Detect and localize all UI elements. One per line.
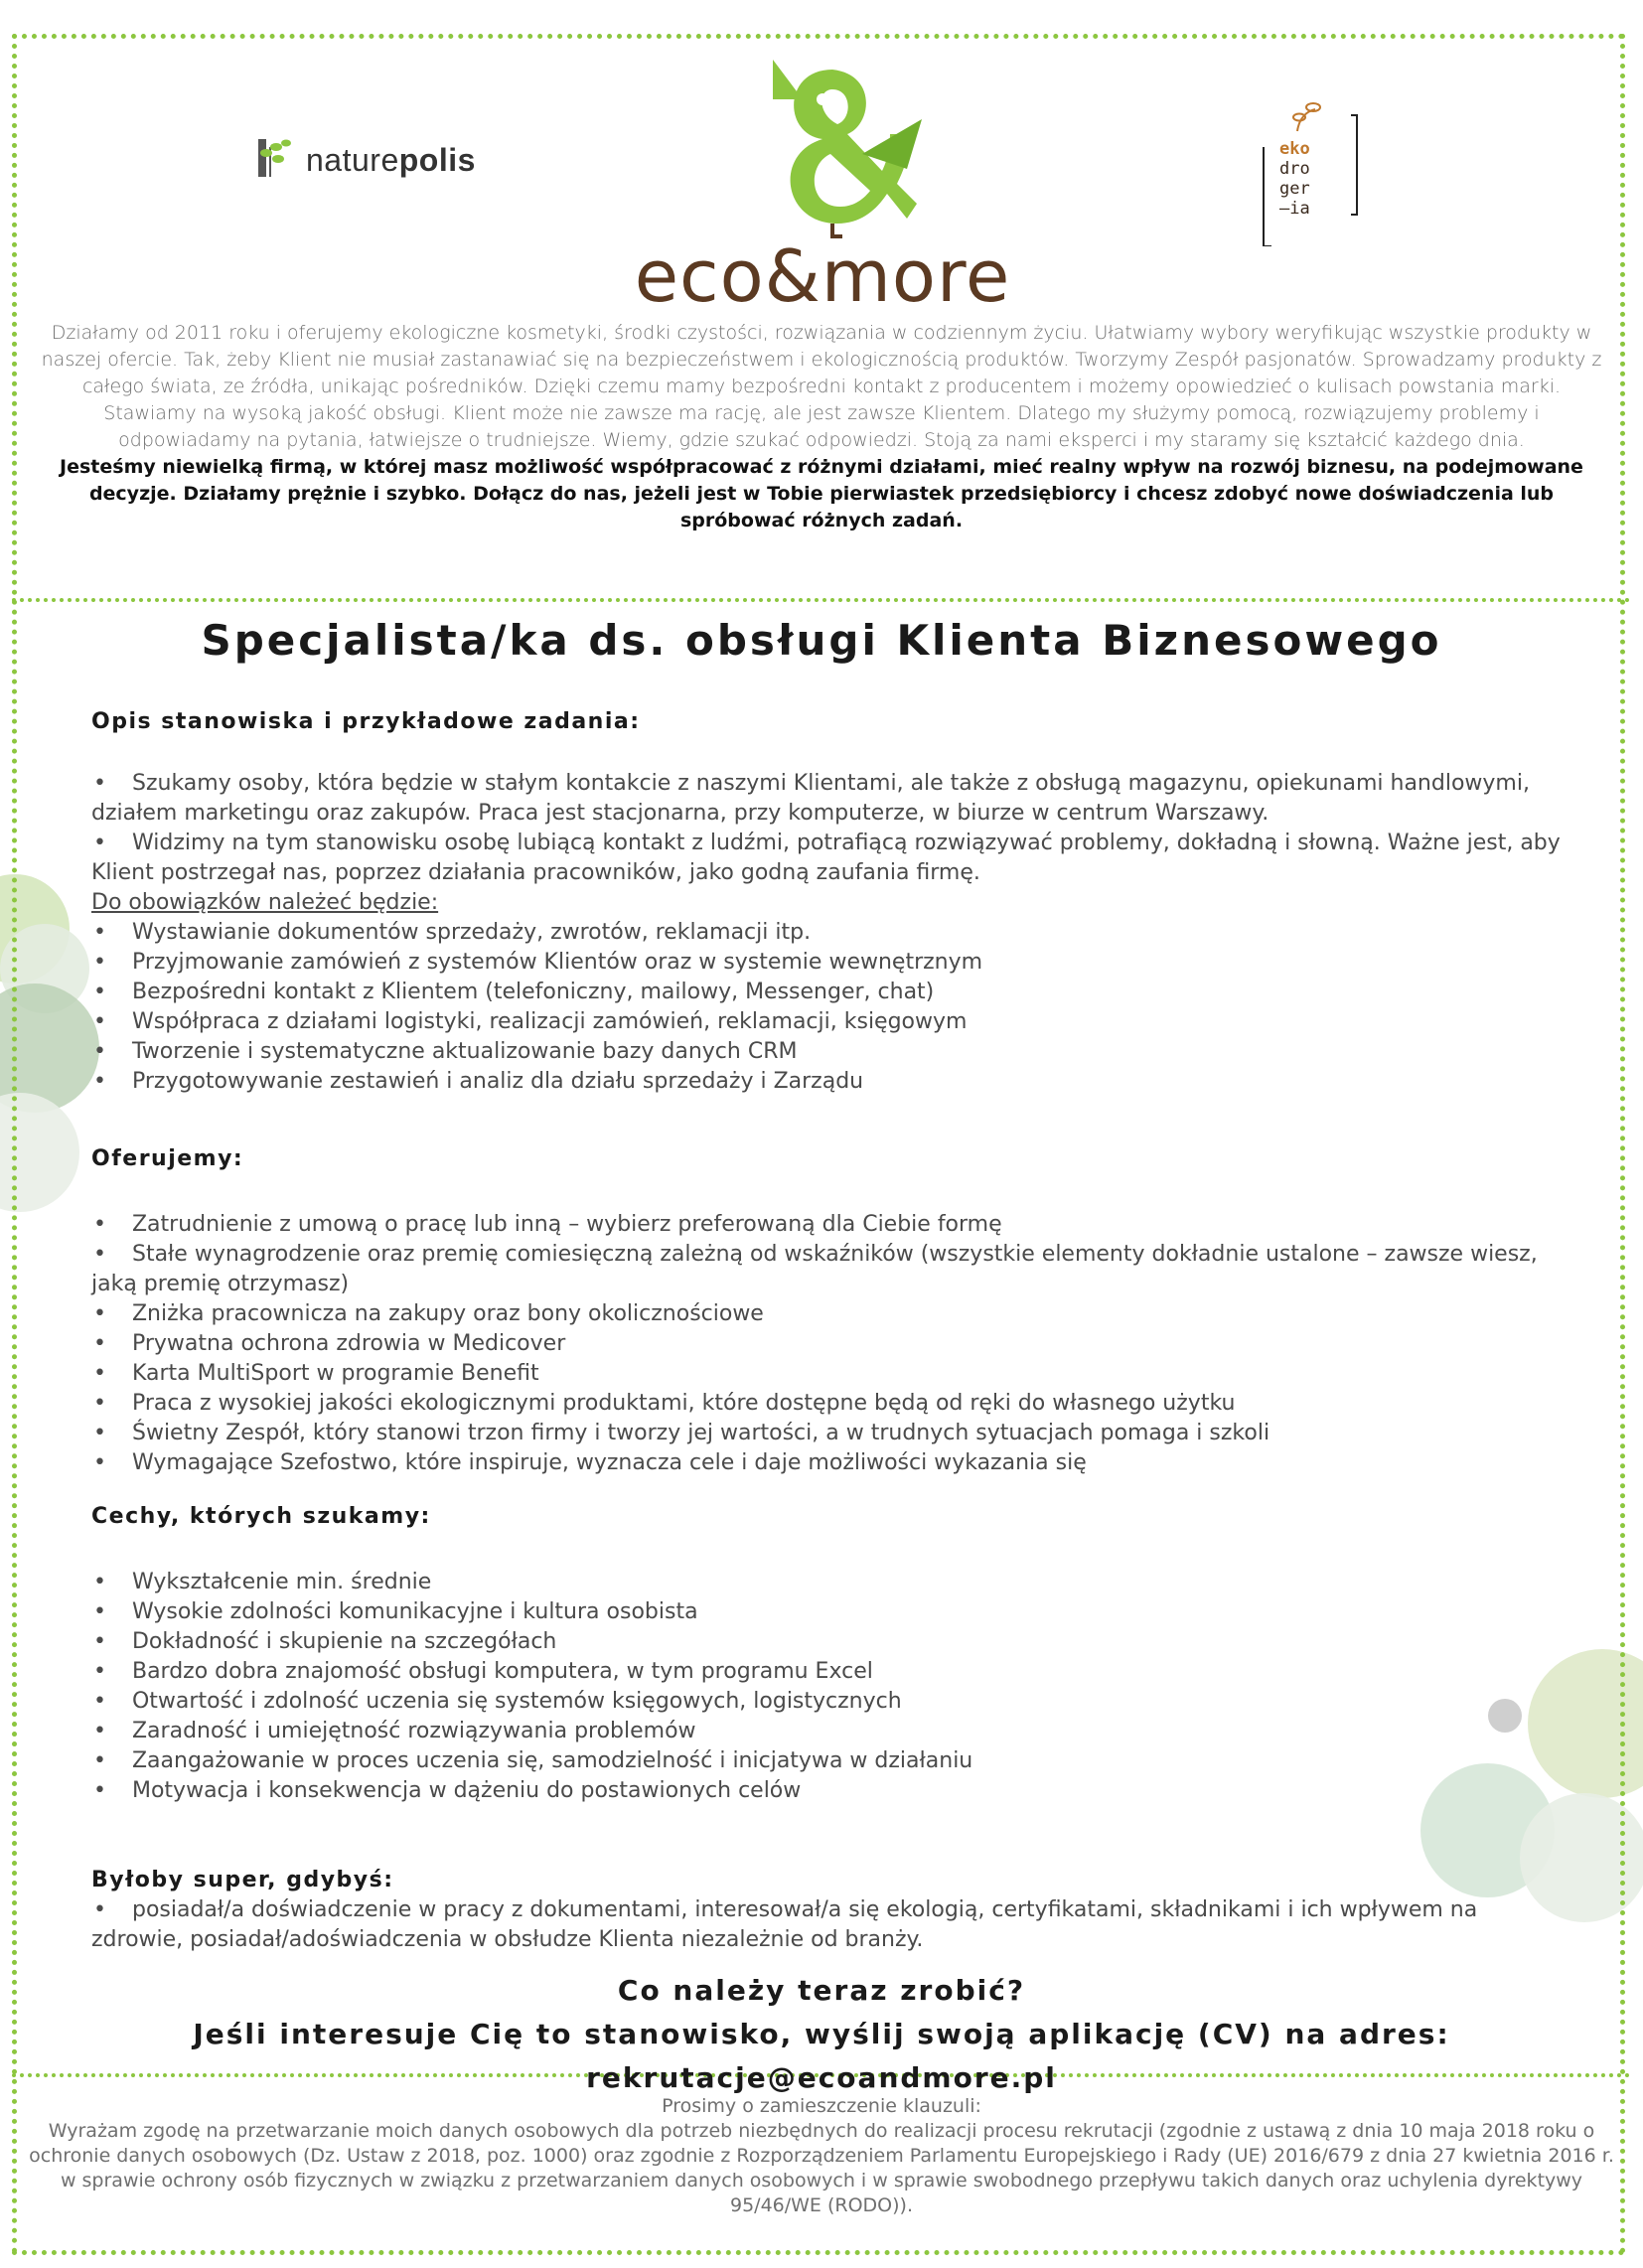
intro-highlight: Jesteśmy niewielką firmą, w której masz możliwość współpracować z różnymi działami, mieć realny wpływ na rozwój biznesu, na podejmowane decyzje. Działamy prężnie i szybko. Dołącz do nas, jeżeli jest w Tobie pierwiastek przedsiębiorcy i chcesz zdobyć nowe doświadczenia lub spróbować różnych zadań. bbox=[60, 456, 1583, 531]
section-heading-traits: Cechy, których szukamy: bbox=[91, 1504, 431, 1529]
list-item: • Zniżka pracownicza na zakupy oraz bony okolicznościowe bbox=[91, 1299, 1571, 1329]
job-content bbox=[91, 707, 1571, 1955]
intro-paragraph: Stawiamy na wysoką jakość obsługi. Klient może nie zawsze ma rację, ale jest zawsze Klientem. Dlatego my służymy pomocą, rozwiązujemy problemy i odpowiadamy na pytania, łatwiejsze o trudniejsze. Wiemy, gdzie szukać odpowiedzi. Stoją za nami eksperci i my staramy się kształcić każdego dnia. bbox=[103, 402, 1540, 451]
section-heading-offer: Oferujemy: bbox=[91, 1146, 244, 1171]
list-item: • Współpraca z działami logistyki, realizacji zamówień, reklamacji, księgowym bbox=[91, 1007, 1571, 1037]
list-item: • Świetny Zespół, który stanowi trzon firmy i tworzy jej wartości, a w trudnych sytuacjach pomaga i szkoli bbox=[91, 1419, 1571, 1448]
list-item: • Wykształcenie min. średnie bbox=[91, 1568, 1571, 1597]
section-heading-bonus: Byłoby super, gdybyś: bbox=[91, 1868, 394, 1892]
list-item: • Stałe wynagrodzenie oraz premię comiesięczną zależną od wskaźników (wszystkie elementy dokładnie ustalone – zawsze wiesz, jaką premię otrzymasz) bbox=[91, 1240, 1571, 1299]
list-item: • Wystawianie dokumentów sprzedaży, zwrotów, reklamacji itp. bbox=[91, 918, 1571, 948]
list-item: • Zaangażowanie w proces uczenia się, samodzielność i inicjatywa w działaniu bbox=[91, 1746, 1571, 1776]
duties-label: Do obowiązków należeć będzie: bbox=[91, 890, 439, 915]
job-title: Specjalista/ka ds. obsługi Klienta Biznesowego bbox=[201, 616, 1442, 665]
call-to-action bbox=[0, 1969, 1643, 2100]
list-item: • Bardzo dobra znajomość obsługi komputera, w tym programu Excel bbox=[91, 1657, 1571, 1687]
traits-list bbox=[91, 1568, 1571, 1806]
section-heading-description: Opis stanowiska i przykładowe zadania: bbox=[91, 709, 641, 734]
gdpr-clause bbox=[28, 2094, 1615, 2218]
list-item: • Tworzenie i systematyczne aktualizowanie bazy danych CRM bbox=[91, 1037, 1571, 1067]
list-item: • Motywacja i konsekwencja w dążeniu do postawionych celów bbox=[91, 1776, 1571, 1806]
list-item: • Przygotowywanie zestawień i analiz dla działu sprzedaży i Zarządu bbox=[91, 1067, 1571, 1097]
list-item: • Bezpośredni kontakt z Klientem (telefoniczny, mailowy, Messenger, chat) bbox=[91, 978, 1571, 1007]
ecoandmore-wordmark: eco&more bbox=[634, 234, 1011, 318]
list-item: • Przyjmowanie zamówień z systemów Klientów oraz w systemie wewnętrznym bbox=[91, 948, 1571, 978]
list-item: • posiadał/a doświadczenie w pracy z dokumentami, interesował/a się ekologią, certyfikatami, składnikami i ich wpływem na zdrowie, posiadał/adoświadczenia w obsłudze Klienta niezależnie od branży. bbox=[91, 1895, 1571, 1955]
plant-in-box-icon bbox=[256, 133, 298, 179]
offer-list bbox=[91, 1210, 1571, 1478]
ecoandmore-logo bbox=[624, 40, 1021, 316]
naturepolis-logo bbox=[256, 133, 476, 179]
company-intro bbox=[40, 320, 1603, 534]
list-item: • Zaradność i umiejętność rozwiązywania problemów bbox=[91, 1717, 1571, 1746]
list-item: • Szukamy osoby, która będzie w stałym kontakcie z naszymi Klientami, ale także z obsługą magazynu, opiekunami handlowymi, działem marketingu oraz zakupów. Praca jest stacjonarna, przy komputerze, w biurze w centrum Warszawy. bbox=[91, 769, 1571, 829]
list-item: • Karta MultiSport w programie Benefit bbox=[91, 1359, 1571, 1389]
list-item: • Praca z wysokiej jakości ekologicznymi produktami, które dostępne będą od ręki do własnego użytku bbox=[91, 1389, 1571, 1419]
duties-list bbox=[91, 918, 1571, 1097]
cta-question: Co należy teraz zrobić? bbox=[617, 1974, 1026, 2007]
list-item: • Widzimy na tym stanowisku osobę lubiącą kontakt z ludźmi, potrafiącą rozwiązywać problemy, dokładną i słowną. Ważne jest, aby Klient postrzegał nas, poprzez działania pracowników, jako godną zaufania firmę. bbox=[91, 829, 1571, 888]
description-list bbox=[91, 769, 1571, 888]
list-item: • Wymagające Szefostwo, które inspiruje, wyznacza cele i daje możliwości wykazania się bbox=[91, 1448, 1571, 1478]
cta-instructions: Jeśli interesuje Cię to stanowisko, wyślij swoją aplikację (CV) na adres: rekrutacje@ecoandmore.pl bbox=[193, 2018, 1450, 2094]
clause-text: Wyrażam zgodę na przetwarzanie moich danych osobowych dla potrzeb niezbędnych do realizacji procesu rekrutacji (zgodnie z ustawą z dnia 10 maja 2018 roku o ochronie danych osobowych (Dz. Ustaw z 2018, poz. 1000) oraz zgodnie z Rozporządzeniem Parlamentu Europejskiego i Rady (UE) 2016/679 z dnia 27 kwietnia 2016 r. w sprawie ochrony osób fizycznych w związku z przetwarzaniem danych osobowych i w sprawie swobodnego przepływu takich danych oraz uchylenia dyrektywy 95/46/WE (RODO)). bbox=[29, 2120, 1614, 2216]
ampersand-bird-icon bbox=[713, 40, 932, 238]
list-item: • Wysokie zdolności komunikacyjne i kultura osobista bbox=[91, 1597, 1571, 1627]
bonus-list bbox=[91, 1895, 1571, 1955]
list-item: • Prywatna ochrona zdrowia w Medicover bbox=[91, 1329, 1571, 1359]
list-item: • Zatrudnienie z umową o pracę lub inną – wybierz preferowaną dla Ciebie formę bbox=[91, 1210, 1571, 1240]
intro-paragraph: Działamy od 2011 roku i oferujemy ekologiczne kosmetyki, środki czystości, rozwiązania w codziennym życiu. Ułatwiamy wybory weryfikując wszystkie produkty w naszej ofercie. Tak, żeby Klient nie musiał zastanawiać się na bezpieczeństwem i ekologicznością produktów. Tworzymy Zespół pasjonatów. Sprowadzamy produkty z całego świata, ze źródła, unikając pośredników. Dzięki czemu mamy bezpośredni kontakt z producentem i możemy opowiedzieć o kulisach powstania marki. bbox=[41, 322, 1602, 397]
separator bbox=[12, 598, 1631, 602]
ekodrogeria-wordmark: eko dro ger —ia bbox=[1279, 139, 1310, 219]
naturepolis-wordmark: naturepolis bbox=[306, 142, 476, 178]
list-item: • Dokładność i skupienie na szczegółach bbox=[91, 1627, 1571, 1657]
clause-heading: Prosimy o zamieszczenie klauzuli: bbox=[662, 2095, 981, 2117]
list-item: • Otwartość i zdolność uczenia się systemów księgowych, logistycznych bbox=[91, 1687, 1571, 1717]
ekodrogeria-logo bbox=[1252, 97, 1361, 246]
